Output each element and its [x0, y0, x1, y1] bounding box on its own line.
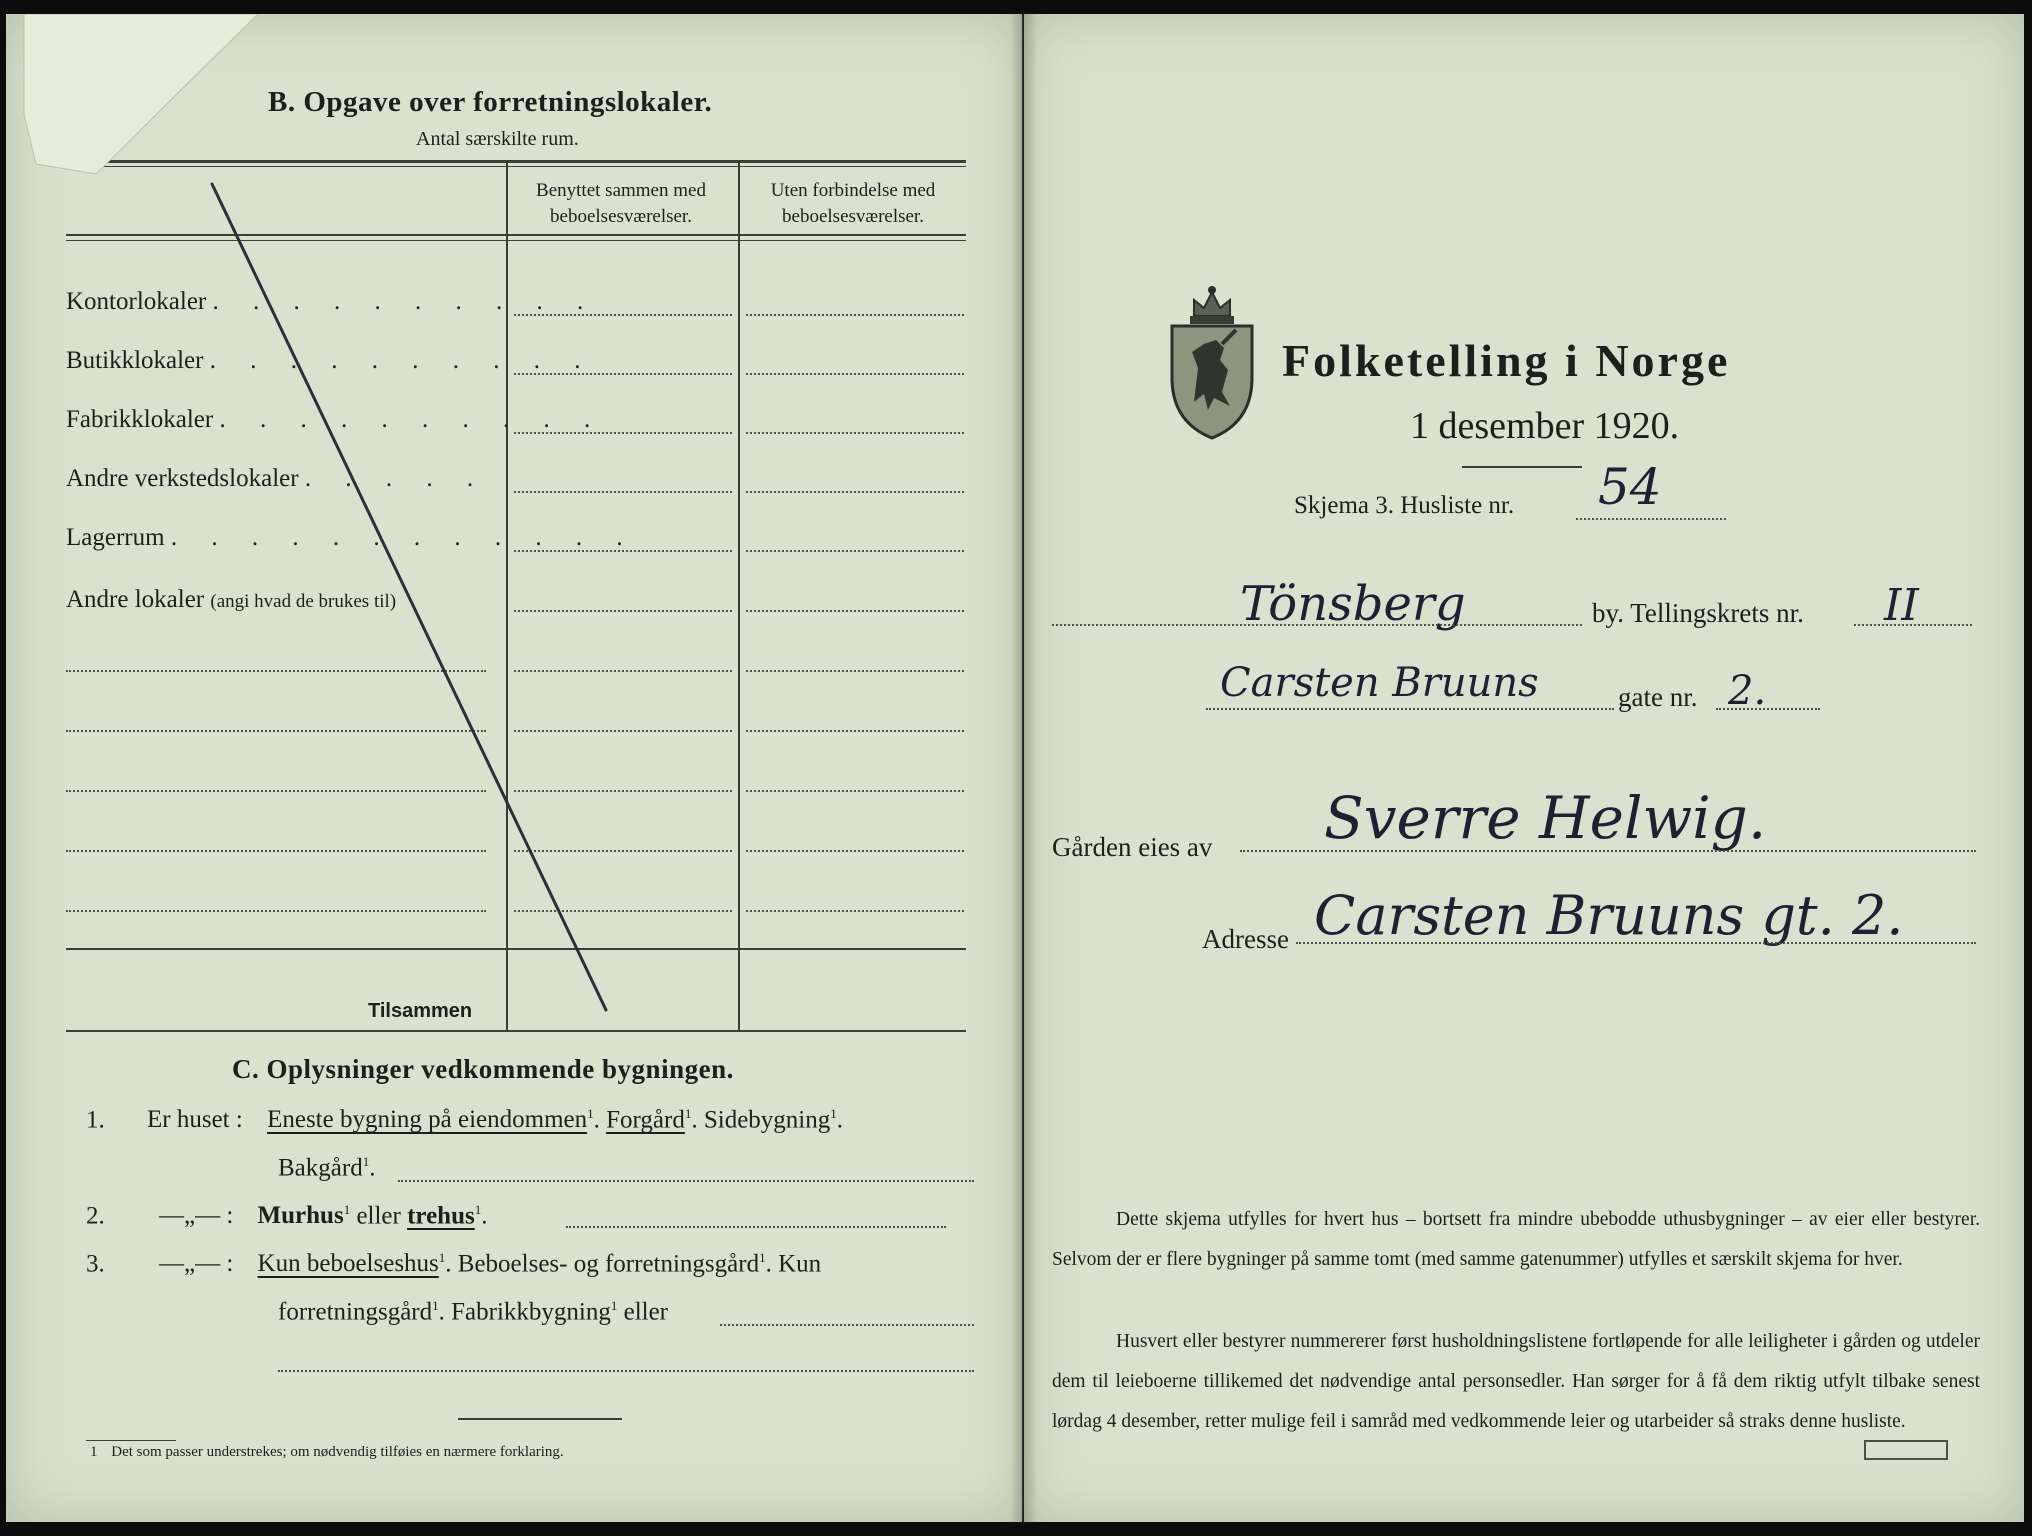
- section-c-item-3-cont: forretningsgård$^1$. Fabrikkbygning$^1$ eller: [278, 1298, 669, 1326]
- row-label: Andre verkstedslokaler: [66, 465, 299, 492]
- by-label: by. Tellingskrets nr.: [1592, 598, 1804, 628]
- footnote-ref: 1: [759, 1250, 766, 1265]
- option-beboelses-og-forretningsgard: Beboelses- og forretningsgård: [457, 1250, 760, 1278]
- option-kun-beboelseshus: Kun beboelseshus: [257, 1250, 439, 1278]
- fill-line: [720, 1324, 974, 1326]
- section-c-item-3: 3. —„— : Kun beboelseshus$^1$. Beboelses- og forretningsgård$^1$. Kun: [86, 1250, 822, 1278]
- item-number: 1.: [86, 1106, 105, 1134]
- address-fill-line: [1296, 942, 1976, 944]
- schema-label: Skjema 3. Husliste nr.: [1294, 492, 1515, 519]
- footnote-rule: [86, 1440, 176, 1441]
- option-eneste-bygning: Eneste bygning på eiendommen: [267, 1106, 588, 1134]
- street-value: Carsten Bruuns: [1220, 660, 1539, 706]
- footnote-ref: 1: [587, 1106, 594, 1121]
- street-fill-line: [1206, 708, 1614, 710]
- instruction-paragraph-2: Husvert eller bestyrer nummererer først husholdningslistene fortløpende for alle leiligheter i gården og utdeler dem til leieboerne tillikemed det nødvendige antal personsedler. Han sørger for å få dem riktig utfylt tilbake senest lørdag 4 desember, retter mulige feil i samråd med vedkommende leier og utarbeider så straks denne husliste.: [1052, 1331, 1980, 1432]
- section-c-item-2: 2. —„— : Murhus$^1$ eller trehus$^1$.: [86, 1202, 488, 1230]
- row-label: Fabrikklokaler: [66, 406, 214, 433]
- owner-fill-line: [1240, 850, 1976, 852]
- footnote-ref: 1: [474, 1202, 482, 1217]
- section-b-subheading: Antal særskilte rum.: [416, 128, 579, 150]
- address-label: Adresse: [1202, 924, 1289, 954]
- footnote-marker: 1: [90, 1444, 98, 1460]
- option-sidebygning: Sidebygning: [703, 1106, 831, 1134]
- fill-line: [398, 1180, 974, 1182]
- fill-line: [278, 1370, 974, 1372]
- norway-coat-of-arms-icon: [1164, 282, 1260, 442]
- column-header-line: beboelsesværelser.: [782, 206, 924, 227]
- census-date: 1 desember 1920.: [1410, 405, 1680, 447]
- item-lead: —„— :: [159, 1202, 234, 1230]
- footnote-ref: 1: [432, 1298, 439, 1313]
- gate-fill-line: [1716, 708, 1820, 710]
- row-dots: . . . . .: [304, 465, 488, 492]
- right-page: [1024, 14, 2024, 1522]
- row-dots: . . . . . . . . . . . .: [170, 524, 637, 551]
- owner-value: Sverre Helwig.: [1324, 784, 1767, 852]
- left-page: [6, 14, 1022, 1522]
- option-kun-prefix: Kun: [778, 1250, 822, 1278]
- section-c-item-1: 1. Er huset : Eneste bygning på eiendommen$^1$. Forgård$^1$. Sidebygning$^1$.: [86, 1106, 843, 1134]
- row-label: Butikklokaler: [66, 347, 204, 374]
- owner-label: Gården eies av: [1052, 832, 1213, 862]
- column-header-line: Benyttet sammen med: [536, 180, 706, 201]
- option-trehus: trehus: [407, 1202, 475, 1230]
- address-value: Carsten Bruuns gt. 2.: [1314, 884, 1904, 947]
- footnote-ref: 1: [830, 1106, 837, 1121]
- gate-number: 2.: [1728, 668, 1767, 714]
- section-b-heading: B. Opgave over forretningslokaler.: [268, 86, 713, 118]
- end-rule: [458, 1418, 622, 1420]
- title-rule: [1462, 466, 1582, 468]
- fill-line: [566, 1226, 946, 1228]
- footnote-ref: 1: [684, 1106, 692, 1121]
- row-label: Kontorlokaler: [66, 288, 207, 315]
- total-label: Tilsammen: [368, 1000, 473, 1022]
- krets-fill-line: [1854, 624, 1972, 626]
- footnote-text: Det som passer understrekes; om nødvendig tilføies en nærmere forklaring.: [111, 1444, 564, 1460]
- option-fabrikkbygning: Fabrikkbygning: [451, 1298, 611, 1326]
- city-value: Tönsberg: [1240, 576, 1466, 632]
- footnote-ref: 1: [610, 1298, 618, 1313]
- item-number: 3.: [86, 1250, 105, 1278]
- gate-label: gate nr.: [1618, 682, 1698, 712]
- footnote-ref: 1: [438, 1250, 446, 1265]
- row-dots: . . . . . . . . . .: [212, 288, 598, 315]
- item-number: 2.: [86, 1202, 105, 1230]
- section-c-heading: C. Oplysninger vedkommende bygningen.: [232, 1054, 734, 1084]
- item-lead: —„— :: [159, 1250, 234, 1278]
- printer-stamp: [1864, 1440, 1948, 1460]
- item-connector: eller: [623, 1298, 669, 1326]
- column-header-line: beboelsesværelser.: [550, 206, 692, 227]
- husliste-number: 54: [1598, 458, 1662, 516]
- item-lead: Er huset :: [147, 1106, 243, 1134]
- option-bakgard: Bakgård: [278, 1154, 363, 1182]
- footnote-ref: 1: [343, 1202, 351, 1217]
- row-dots: . . . . . . . . . .: [219, 406, 605, 433]
- option-forgard: Forgård: [606, 1106, 685, 1134]
- column-header-line: Uten forbindelse med: [770, 180, 936, 201]
- option-forretningsgard: forretningsgård: [278, 1298, 433, 1326]
- form-title: Folketelling i Norge: [1282, 335, 1731, 386]
- footnote: [90, 1444, 564, 1461]
- option-murhus: Murhus: [257, 1202, 344, 1230]
- instruction-paragraph-1: Dette skjema utfylles for hvert hus – bortsett fra mindre ubebodde uthusbygninger – av eier eller bestyrer. Selvom der er flere bygninger på samme tomt (med samme gatenummer) utfylles et særskilt skjema for hver.: [1052, 1209, 1980, 1270]
- item-connector: eller: [356, 1202, 401, 1230]
- row-label: Lagerrum: [66, 524, 165, 551]
- strike-stroke: [209, 184, 606, 1010]
- husliste-fill-line: [1576, 518, 1726, 520]
- krets-number: II: [1884, 580, 1919, 631]
- row-label: Andre lokaler: [66, 586, 205, 613]
- row-dots: . . . . . . . . . .: [209, 347, 595, 374]
- folded-corner: [6, 14, 266, 184]
- row-note: (angi hvad de brukes til): [210, 591, 397, 612]
- option-bakgard-row: Bakgård$^1$.: [278, 1154, 376, 1182]
- city-fill-line: [1052, 624, 1582, 626]
- footnote-ref: 1: [362, 1154, 370, 1169]
